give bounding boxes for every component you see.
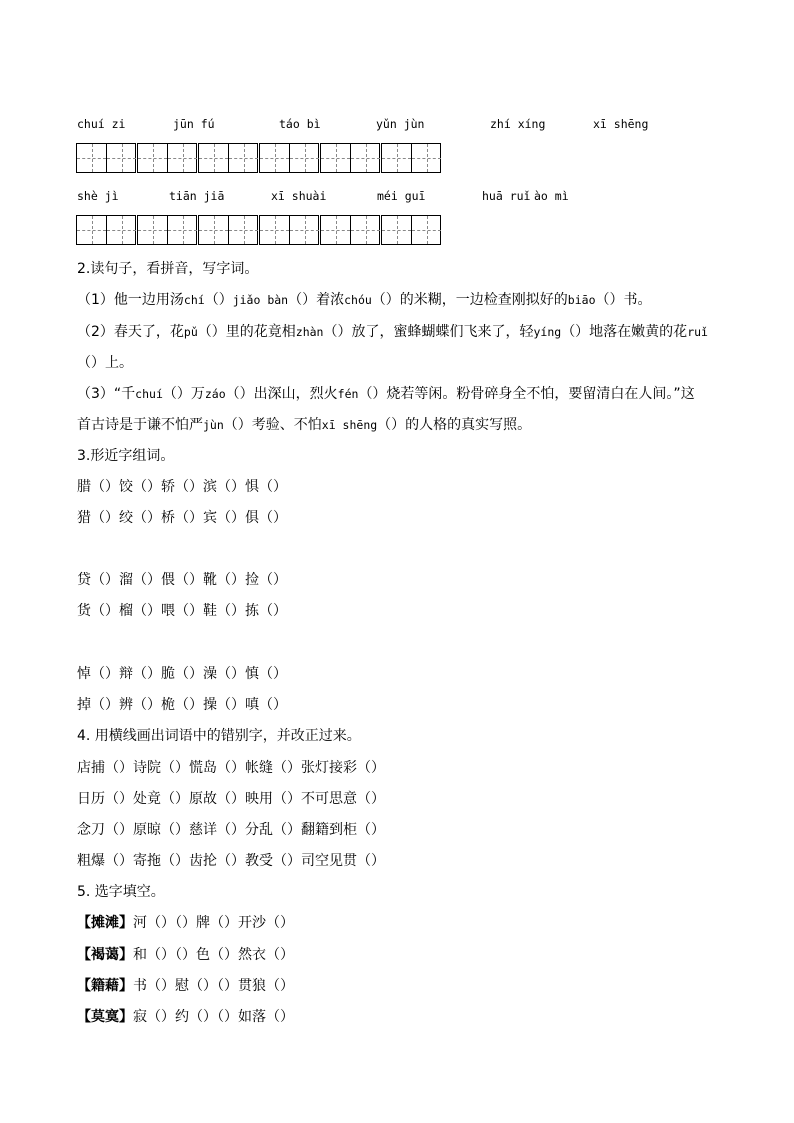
pinyin-item: táo bì [279, 117, 321, 131]
pinyin-item: chuí zi [77, 117, 126, 131]
question-2-2-cont: （）上。 [77, 355, 133, 371]
word-row: 悼（）辩（）脆（）澡（）慎（） [77, 666, 287, 682]
char-pair: 【褐蔼】 [77, 947, 133, 963]
pinyin-item: tiān jiā [169, 189, 225, 203]
writing-box[interactable] [259, 143, 319, 173]
section-5-title: 5. 选字填空。 [77, 884, 165, 900]
pinyin-item: shè jì [77, 189, 119, 203]
pinyin-item: huā ruǐ [482, 189, 531, 203]
word-row: 掉（）辨（）桅（）操（）嗔（） [77, 697, 287, 713]
correction-row: 店捕（）诗院（）慌岛（）帐缝（）张灯接彩（） [77, 760, 385, 776]
pinyin-item: ào mì [534, 189, 569, 203]
question-2-1: （1）他一边用汤chí（）jiǎo bàn（）着浓chóu（）的米糊，一边检查刚拟好的biāo（）书。 [77, 292, 652, 308]
writing-box[interactable] [76, 143, 136, 173]
writing-box[interactable] [137, 143, 197, 173]
pinyin-item: jūn fú [173, 117, 215, 131]
correction-row: 粗爆（）寄拖（）齿抡（）教受（）司空见贯（） [77, 853, 385, 869]
word-row: 贷（）溜（）偎（）靴（）捡（） [77, 572, 287, 588]
correction-row: 念刀（）原晾（）慈详（）分乱（）翻籍到柜（） [77, 822, 385, 838]
pinyin-item: zhí xíng [490, 117, 546, 131]
word-row: 腊（）饺（）轿（）滨（）惧（） [77, 479, 287, 495]
writing-box[interactable] [137, 215, 197, 245]
char-pair: 【籍藉】 [77, 978, 133, 994]
question-2-3: （3）“千chuí（）万záo（）出深山，烈火fén（）烧若等闲。粉骨碎身全不怕，要留清白在人间。”这 [77, 386, 695, 402]
fill-row: 【莫寞】寂（）约（）（）如落（） [77, 1009, 294, 1025]
writing-box[interactable] [381, 215, 441, 245]
section-4-title: 4. 用横线画出词语中的错别字，并改正过来。 [77, 728, 361, 744]
fill-row: 【褐蔼】和（）（）色（）然衣（） [77, 947, 294, 963]
fill-row: 【籍藉】书（）慰（）（）贯狼（） [77, 978, 294, 994]
writing-box[interactable] [76, 215, 136, 245]
writing-box[interactable] [320, 215, 380, 245]
question-2-2: （2）春天了，花pǔ（）里的花竟相zhàn（）放了，蜜蜂蝴蝶们飞来了，轻yíng（）地落在嫩黄的花ruǐ [77, 324, 708, 340]
pinyin-item: xī shēng [593, 117, 649, 131]
writing-box[interactable] [259, 215, 319, 245]
section-2-title: 2.读句子，看拼音，写字词。 [77, 261, 259, 277]
question-2-3-cont: 首古诗是于谦不怕严jùn（）考验、不怕xī shēng（）的人格的真实写照。 [77, 417, 532, 433]
char-pair: 【莫寞】 [77, 1009, 133, 1025]
pinyin-item: méi guī [377, 189, 426, 203]
writing-box[interactable] [198, 215, 258, 245]
writing-box[interactable] [320, 143, 380, 173]
writing-box[interactable] [198, 143, 258, 173]
writing-box[interactable] [381, 143, 441, 173]
pinyin-item: yǔn jùn [376, 117, 425, 131]
section-3-title: 3.形近字组词。 [77, 448, 175, 464]
char-pair: 【摊滩】 [77, 915, 133, 931]
fill-row: 【摊滩】河（）（）牌（）开沙（） [77, 915, 294, 931]
correction-row: 日历（）处竟（）原故（）映用（）不可思意（） [77, 791, 385, 807]
word-row: 猎（）绞（）桥（）宾（）俱（） [77, 510, 287, 526]
pinyin-item: xī shuài [271, 189, 327, 203]
word-row: 货（）榴（）喂（）鞋（）拣（） [77, 603, 287, 619]
